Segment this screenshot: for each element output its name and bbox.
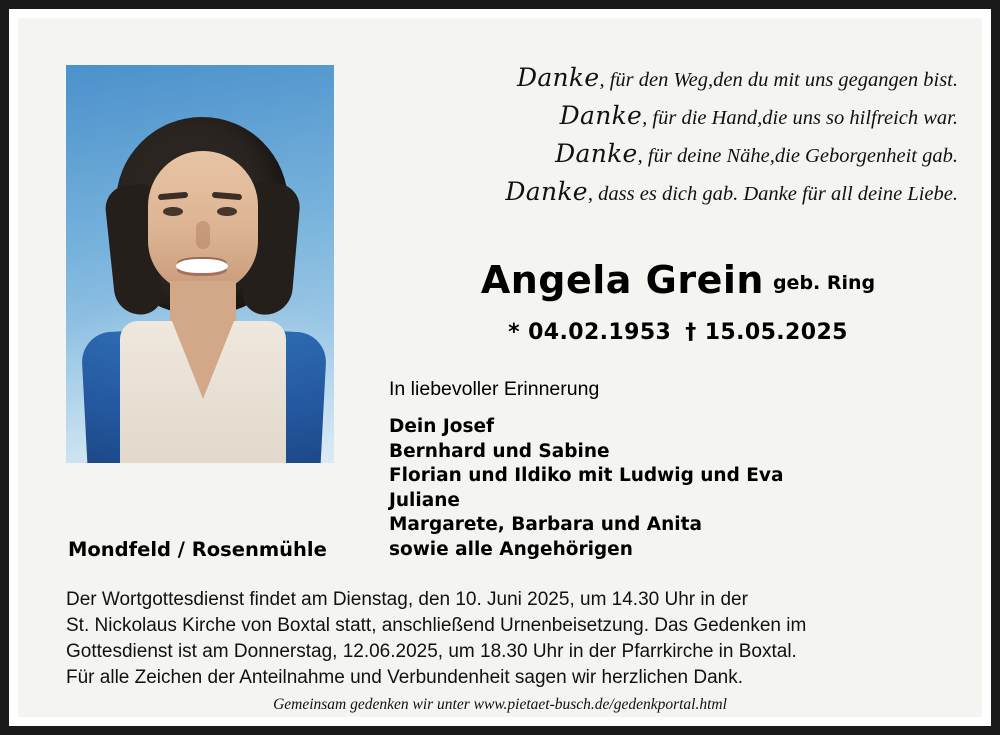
family-list (389, 415, 783, 562)
memorial-portal-link[interactable]: Gemeinsam gedenken wir unter www.pietaet-busch.de/gedenkportal.html (273, 696, 727, 713)
birth-date: * 04.02.1953 (508, 320, 672, 345)
death-date: † 15.05.2025 (685, 320, 848, 345)
family-member: Juliane (389, 489, 460, 511)
place-label: Mondfeld / Rosenmühle (68, 538, 327, 561)
portrait-background (66, 65, 334, 463)
obituary-inner (18, 18, 982, 717)
service-details (66, 587, 946, 691)
family-member: Dein Josef (389, 416, 495, 437)
verse-line-2 (378, 98, 958, 136)
verse-rest-1: , für den Weg,den du mit uns gegangen bist. (599, 69, 958, 91)
verse-lead-3: Danke (555, 139, 638, 168)
service-line: Für alle Zeichen der Anteilnahme und Verbundenheit sagen wir herzlichen Dank. (66, 667, 744, 688)
portrait-eye-left (163, 207, 183, 216)
deceased-name: Angela Grein (480, 258, 764, 302)
verse-line-3 (378, 136, 958, 174)
verse-block (378, 60, 958, 212)
verse-line-4 (378, 174, 958, 212)
service-line: St. Nickolaus Kirche von Boxtal statt, anschließend Urnenbeisetzung. Das Gedenken im (66, 615, 807, 636)
deceased-name-row (378, 258, 978, 302)
portrait-nose (196, 221, 210, 249)
family-member: Margarete, Barbara und Anita (389, 514, 702, 535)
verse-rest-2: , für die Hand,die uns so hilfreich war. (642, 107, 958, 129)
service-line: Gottesdienst ist am Donnerstag, 12.06.2025, um 18.30 Uhr in der Pfarrkirche in Boxtal. (66, 641, 797, 662)
memorial-line: In liebevoller Erinnerung (389, 378, 600, 400)
verse-rest-4: , dass es dich gab. Danke für all deine Liebe. (587, 183, 958, 205)
portrait-mouth (176, 259, 228, 273)
portrait-photo (66, 65, 334, 463)
verse-line-1 (378, 60, 958, 98)
verse-lead-4: Danke (505, 177, 588, 206)
service-line: Der Wortgottesdienst findet am Dienstag, den 10. Juni 2025, um 14.30 Uhr in der (66, 589, 748, 610)
family-member: Bernhard und Sabine (389, 440, 610, 462)
family-member: Florian und Ildiko mit Ludwig und Eva (389, 465, 784, 486)
family-member: sowie alle Angehörigen (389, 538, 633, 560)
portrait-eye-right (217, 207, 237, 216)
verse-lead-2: Danke (559, 101, 643, 130)
deceased-dates (378, 320, 978, 345)
deceased-maiden-name: geb. Ring (772, 272, 876, 294)
verse-lead-1: Danke (516, 63, 600, 92)
verse-rest-3: , für deine Nähe,die Geborgenheit gab. (637, 145, 958, 167)
